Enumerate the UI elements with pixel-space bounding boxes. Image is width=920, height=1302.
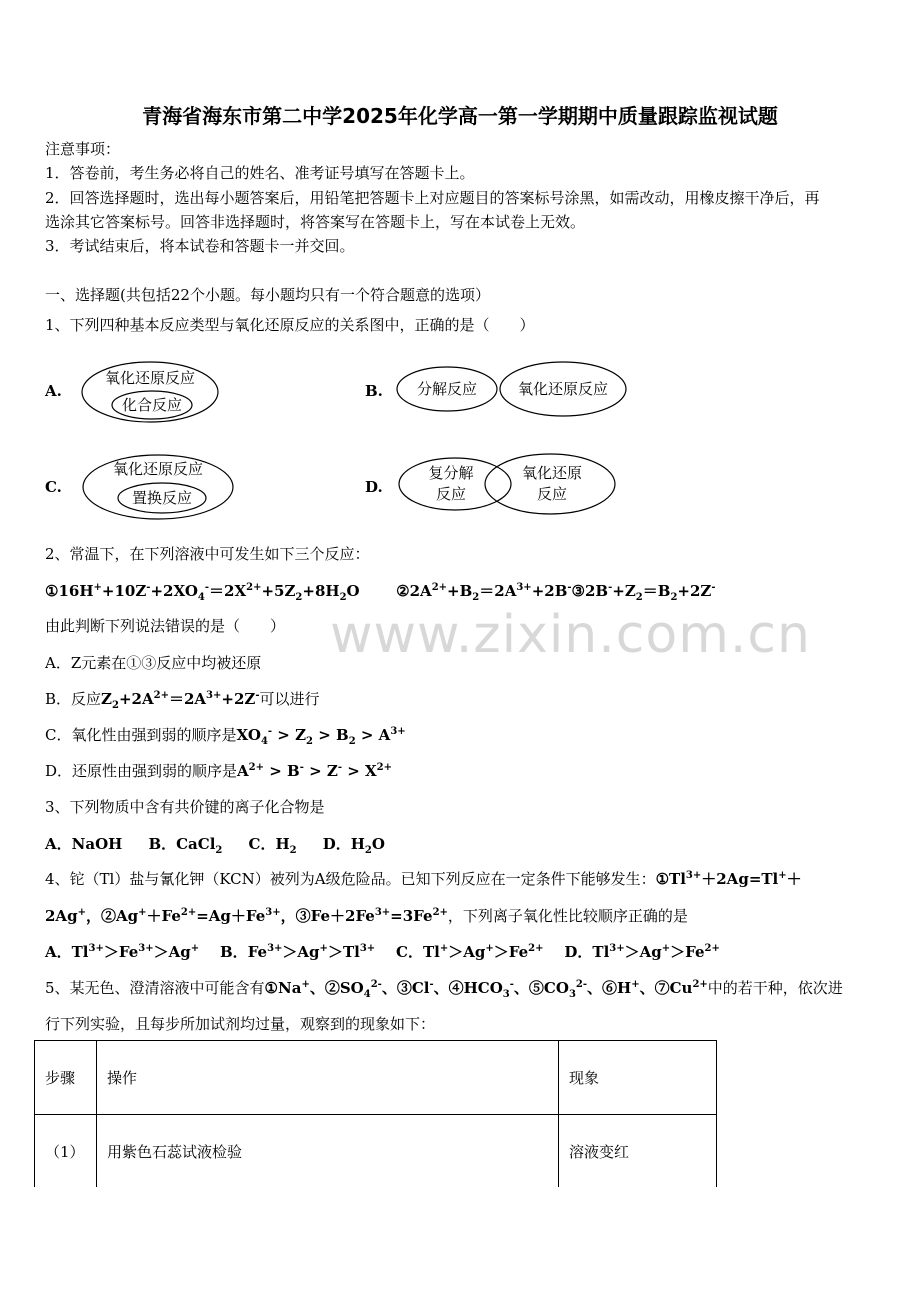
experiment-table xyxy=(34,1040,717,1187)
option-d-diagram xyxy=(395,452,620,524)
table-header-row xyxy=(35,1041,717,1115)
notice-item: 2．回答选择题时，选出每小题答案后，用铅笔把答题卡上对应题目的答案标号涂黑，如需改动，用橡皮擦干净后，再 xyxy=(45,189,820,207)
table-cell: 溶液变红 xyxy=(559,1115,717,1188)
question-4-stem: 4、铊（Tl）盐与氰化钾（KCN）被列为A级危险品。已知下列反应在一定条件下能够发生：$①Tl^{3+}+2Ag=Tl^++$ xyxy=(45,870,802,888)
notice-item: 3．考试结束后，将本试卷和答题卡一并交回。 xyxy=(45,237,355,255)
table-row xyxy=(35,1115,717,1188)
option-a-diagram xyxy=(78,360,228,432)
table-header-cell: 步骤 xyxy=(35,1041,97,1115)
diagram-inner-label: 化合反应 xyxy=(121,396,183,414)
diagram-right-label: 反应 xyxy=(536,485,568,503)
option-c-label: C. xyxy=(45,478,62,496)
question-1-stem: 1、下列四种基本反应类型与氧化还原反应的关系图中，正确的是（ ） xyxy=(45,316,535,334)
diagram-right-label: 氧化还原反应 xyxy=(517,380,609,398)
option-b: B．反应$Z_2+2A^{2+}=2A^{3+}+2Z^-$可以进行 xyxy=(45,690,320,711)
diagram-outer-label: 氧化还原反应 xyxy=(104,369,196,387)
notice-item: 1．答卷前，考生务必将自己的姓名、准考证号填写在答题卡上。 xyxy=(45,164,475,182)
diagram-left-label: 复分解 xyxy=(428,464,474,482)
diagram-left-label: 反应 xyxy=(435,485,467,503)
question-5-stem-cont: 行下列实验，且每步所加试剂均过量，观察到的现象如下： xyxy=(45,1015,436,1033)
page-title: 青海省海东市第二中学2025年化学高一第一学期期中质量跟踪监视试题 xyxy=(142,104,778,128)
question-4-stem-cont: 2Ag+，$②Ag^++Fe^{2+}=Ag+Fe^{3+}$，$③Fe+2Fe^{3+}=3Fe^{2+}$，下列离子氧化性比较顺序正确的是 xyxy=(45,907,688,925)
question-4-options: A．$Tl^{3+}>Fe^{3+}>Ag^+$ B．$Fe^{3+}>Ag^+>Tl^{3+}$ C．$Tl^+>Ag^+>Fe^{2+}$ D．$Tl^{3+}>Ag^+>Fe^{2+}$ xyxy=(45,943,720,961)
option-d: D．还原性由强到弱的顺序是$A^{2+} > B^- > Z^- > X^{2+}$ xyxy=(45,762,392,780)
notice-heading: 注意事项： xyxy=(45,140,121,158)
diagram-left-label: 分解反应 xyxy=(416,380,478,398)
option-b-diagram xyxy=(395,360,630,426)
diagram-inner-label: 置换反应 xyxy=(131,489,193,507)
section-heading: 一、选择题(共包括22个小题。每小题均只有一个符合题意的选项） xyxy=(45,286,490,304)
question-2-reactions: $①16H^++10Z^-+2XO_4^-=2X^{2+}+5Z_2+8H_2O$ $②2A^{2+}+B_2=2A^{3+}+2B^-③2B^-+Z_2=B_2+2Z^-$ xyxy=(45,582,716,603)
option-b-label: B. xyxy=(365,382,383,400)
option-c: C．氧化性由强到弱的顺序是$XO_4^- > Z_2 > B_2 > A^{3+}$ xyxy=(45,726,406,747)
question-3-options: A．NaOH B．CaCl$_2$ C．$H_2$ D．$H_2O$ xyxy=(45,835,385,856)
option-c-diagram xyxy=(80,452,240,528)
question-5-stem: 5、某无色、澄清溶液中可能含有①Na+、$②SO_4^{2-}$、③Cl-、$④HCO_3^-$、$⑤CO_3^{2-}$、⑥H+、$⑦Cu^{2+}$中的若干种，依次进 xyxy=(45,979,843,1000)
table-cell: 用紫色石蕊试液检验 xyxy=(97,1115,559,1188)
question-2-stem: 2、常温下，在下列溶液中可发生如下三个反应： xyxy=(45,545,370,563)
table-cell: （1） xyxy=(35,1115,97,1188)
notice-item: 选涂其它答案标号。回答非选择题时，将答案写在答题卡上，写在本试卷上无效。 xyxy=(45,213,586,231)
option-a: A．Z元素在①③反应中均被还原 xyxy=(45,654,262,672)
table-header-cell: 现象 xyxy=(559,1041,717,1115)
diagram-outer-label: 氧化还原反应 xyxy=(112,460,204,478)
option-d-label: D. xyxy=(365,478,383,496)
diagram-right-label: 氧化还原 xyxy=(521,464,583,482)
table-header-cell: 操作 xyxy=(97,1041,559,1115)
question-2-judge: 由此判断下列说法错误的是（ ） xyxy=(45,617,286,635)
option-a-label: A. xyxy=(45,382,62,400)
question-3-stem: 3、下列物质中含有共价键的离子化合物是 xyxy=(45,798,325,816)
watermark: www.zixin.com.cn xyxy=(330,605,811,665)
